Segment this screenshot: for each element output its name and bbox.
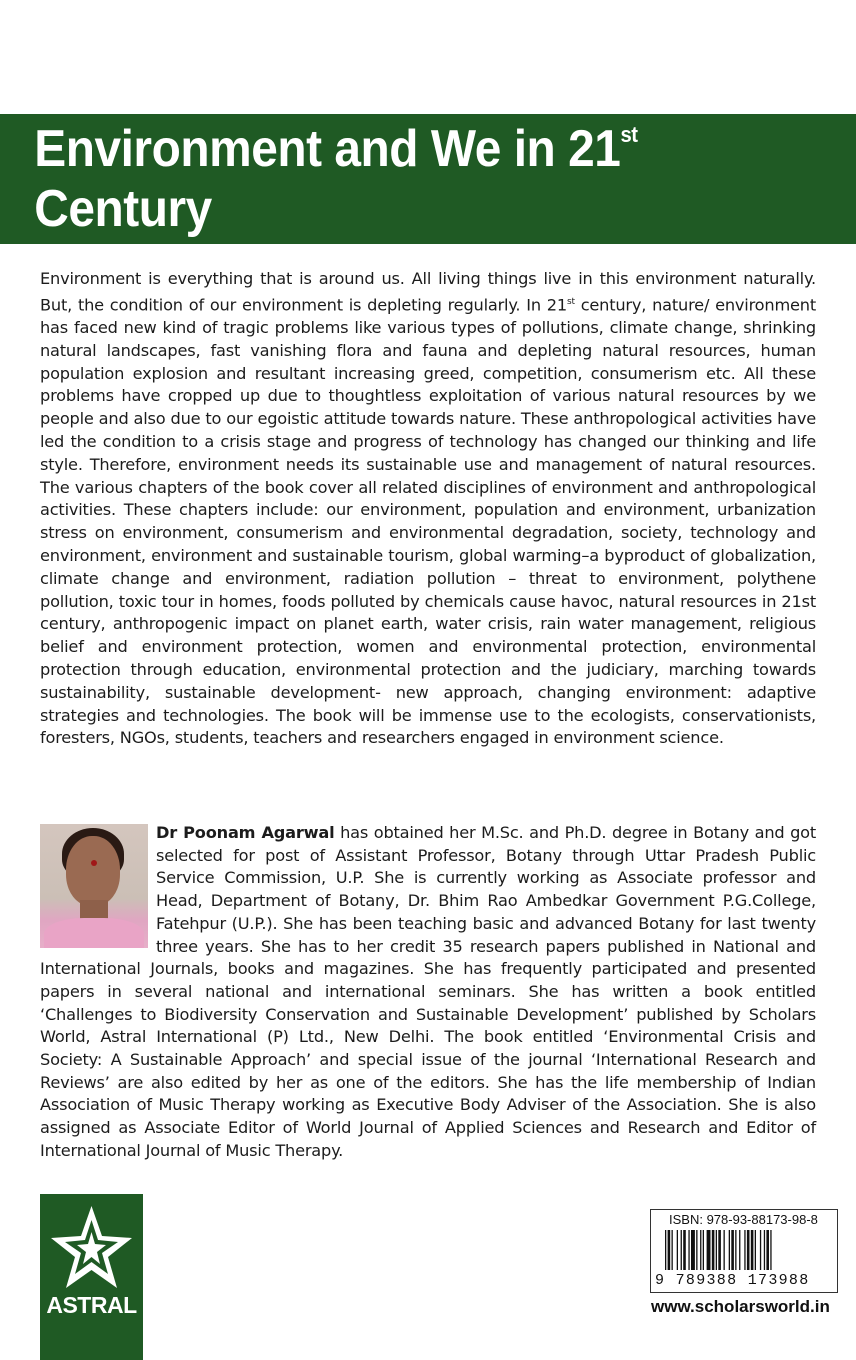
book-title: Environment and We in 21st Century — [34, 120, 638, 238]
barcode-bar — [739, 1230, 740, 1270]
barcode-bar — [688, 1230, 689, 1270]
author-bio — [40, 822, 816, 1163]
barcode-bar — [766, 1230, 769, 1270]
barcode-digits: 9 789388 173988 — [655, 1272, 810, 1289]
isbn-barcode — [650, 1209, 838, 1293]
barcode-bar — [729, 1230, 730, 1270]
barcode-bar — [724, 1230, 725, 1270]
barcode-bar — [672, 1230, 673, 1270]
logo-text: ASTRAL — [46, 1292, 137, 1318]
barcode-bars — [657, 1230, 831, 1272]
star-icon — [48, 1202, 135, 1292]
barcode-bar — [735, 1230, 736, 1270]
barcode-bar — [744, 1230, 745, 1270]
barcode-bar — [770, 1230, 771, 1270]
title-banner — [0, 114, 856, 244]
barcode-bar — [677, 1230, 678, 1270]
barcode-bar — [696, 1230, 697, 1270]
barcode-bar — [683, 1230, 686, 1270]
barcode-bar — [691, 1230, 695, 1270]
author-photo — [40, 824, 148, 948]
barcode-bar — [731, 1230, 734, 1270]
barcode-bar — [665, 1230, 666, 1270]
author-name: Dr Poonam Agarwal — [156, 823, 335, 842]
barcode-bar — [681, 1230, 682, 1270]
barcode-bar — [703, 1230, 704, 1270]
barcode-bar — [747, 1230, 750, 1270]
barcode-bar — [751, 1230, 754, 1270]
barcode-bar — [700, 1230, 701, 1270]
publisher-logo — [40, 1194, 143, 1360]
barcode-bar — [718, 1230, 721, 1270]
publisher-website: www.scholarsworld.in — [651, 1297, 830, 1316]
barcode-bar — [668, 1230, 671, 1270]
barcode-bar — [716, 1230, 717, 1270]
barcode-bar — [707, 1230, 711, 1270]
barcode-bar — [712, 1230, 715, 1270]
barcode-bar — [764, 1230, 765, 1270]
barcode-bar — [755, 1230, 756, 1270]
author-bio-text: has obtained her M.Sc. and Ph.D. degree in Botany and got selected for post of Assistant Professor, Botany through Uttar Pradesh Public Service Commission, U.P. She is currently working as Associate professor and Head, Department of Botany, Dr. Bhim Rao Ambedkar Government P.G.College, Fatehpur (U.P.). She has been teaching basic and advanced Botany for last twenty three years. She has to her credit 35 research papers published in National and International Journals, books and magazines. She has frequently participated and presented papers in several national and international seminars. She has written a book entitled ‘Challenges to Biodiversity Conservation and Sustainable Development’ published by Scholars World, Astral International (P) Ltd., New Delhi. The book entitled ‘Environmental Crisis and Society: A Sustainable Approach’ and special issue of the journal ‘International Research and Reviews’ are also edited by her as one of the editors. She has the life membership of Indian Association of Music Therapy working as Executive Body Adviser of the Association. She is also assigned as Associate Editor of World Journal of Applied Sciences and Research and Editor of International Journal of Music Therapy. — [40, 823, 816, 1160]
isbn-number: ISBN: 978-93-88173-98-8 — [669, 1212, 818, 1227]
barcode-bar — [760, 1230, 761, 1270]
book-description: Environment is everything that is around us. All living things live in this environment naturally. But, the condition of our environment is depleting regularly. In 21st century, nature/ environment has faced new kind of tragic problems like various types of pollutions, climate change, shrinking natural landscapes, fast vanishing flora and fauna and depleting natural resources, human population explosion and resultant increasing greed, competition, consumerism etc. All these problems have cropped up due to thoughtless exploitation of various natural resources by we people and also due to our egoistic attitude towards nature. These anthropological activities have led the condition to a crisis stage and progress of technology has changed our thinking and life style. Therefore, environment needs its sustainable use and management of natural resources. The various chapters of the book cover all related disciplines of environment and anthropological activities. These chapters include: our environment, population and environment, urbanization stress on environment, consumerism and environmental degradation, society, technology and environment, environment and sustainable tourism, global warming–a byproduct of globalization, climate change and environment, radiation pollution – threat to environment, polythene pollution, toxic tour in homes, foods polluted by chemicals cause havoc, natural resources in 21st century, anthropogenic impact on planet earth, water crisis, rain water management, religious belief and environment protection, women and environmental protection, environmental protection through education, environmental protection and the judiciary, marching towards sustainability, sustainable development- new approach, changing environment: adaptive strategies and technologies. The book will be immense use to the ecologists, conservationists, foresters, NGOs, students, teachers and researchers engaged in environment science. — [40, 269, 816, 748]
